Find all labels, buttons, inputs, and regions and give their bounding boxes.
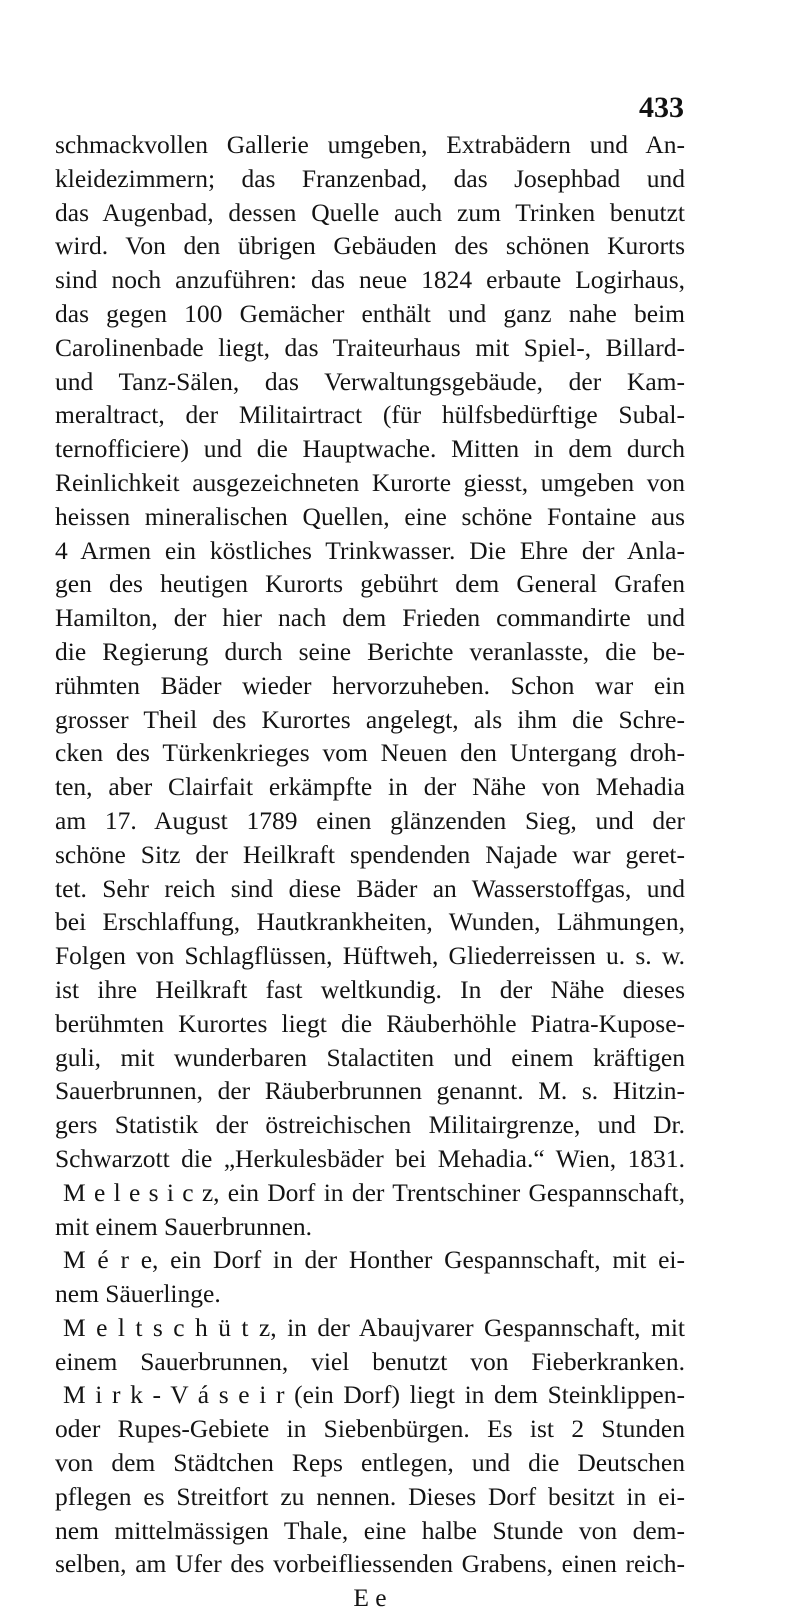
text-line: tet. Sehr reich sind diese Bäder an Wasserstoffgas, und (55, 873, 685, 903)
text-line: Reinlichkeit ausgezeichneten Kurorte giesst, umgeben von (55, 467, 685, 497)
text-line: cken des Türkenkrieges vom Neuen den Untergang droh- (55, 738, 685, 768)
text-line: M e l t s c h ü t z, in der Abaujvarer Gespannschaft, mit (63, 1312, 685, 1342)
text-line: schöne Sitz der Heilkraft spendenden Najade war geret- (55, 839, 685, 869)
text-line: das gegen 100 Gemächer enthält und ganz nahe beim (55, 298, 685, 328)
text-line: nem Säuerlinge. (55, 1279, 221, 1309)
text-line: Carolinenbade liegt, das Traiteurhaus mit Spiel-, Billard- (55, 332, 685, 362)
text-line: pflegen es Streitfort zu nennen. Dieses Dorf besitzt in ei- (55, 1481, 685, 1511)
text-line: ten, aber Clairfait erkämpfte in der Nähe von Mehadia (55, 772, 685, 802)
text-line: M e l e s i c z, ein Dorf in der Trentschiner Gespannschaft, (63, 1177, 685, 1207)
text-line: Sauerbrunnen, der Räuberbrunnen genannt. M. s. Hitzin- (55, 1076, 685, 1106)
text-line: guli, mit wunderbaren Stalactiten und einem kräftigen (55, 1042, 685, 1072)
text-line: M i r k - V á s e i r (ein Dorf) liegt in dem Steinklippen- (63, 1380, 685, 1410)
text-line: mit einem Sauerbrunnen. (55, 1211, 313, 1241)
text-line: oder Rupes-Gebiete in Siebenbürgen. Es ist 2 Stunden (55, 1414, 685, 1444)
text-line: grosser Theil des Kurortes angelegt, als ihm die Schre- (55, 704, 685, 734)
text-line: M é r e, ein Dorf in der Honther Gespannschaft, mit ei- (63, 1245, 685, 1275)
text-line: einem Sauerbrunnen, viel benutzt von Fieberkranken. (55, 1346, 685, 1376)
text-line: das Augenbad, dessen Quelle auch zum Trinken benutzt (55, 197, 685, 227)
text-line: kleidezimmern; das Franzenbad, das Josephbad und (55, 163, 685, 193)
text-line: wird. Von den übrigen Gebäuden des schönen Kurorts (55, 231, 685, 261)
text-line: am 17. August 1789 einen glänzenden Sieg, und der (55, 805, 685, 835)
text-line: schmackvollen Gallerie umgeben, Extrabädern und An- (55, 130, 685, 159)
text-line: gers Statistik der östreichischen Militairgrenze, und Dr. (55, 1110, 685, 1140)
text-line: rühmten Bäder wieder hervorzuheben. Schon war ein (55, 670, 685, 700)
text-line: ist ihre Heilkraft fast weltkundig. In der Nähe dieses (55, 974, 685, 1004)
text-line: meraltract, der Militairtract (für hülfsbedürftige Subal- (55, 400, 685, 430)
text-line: von dem Städtchen Reps entlegen, und die Deutschen (55, 1448, 685, 1478)
text-line: die Regierung durch seine Berichte veranlasste, die be- (55, 636, 685, 666)
text-line: selben, am Ufer des vorbeifliessenden Grabens, einen reich- (55, 1549, 685, 1579)
page-number: 433 (639, 91, 684, 124)
text-line: heissen mineralischen Quellen, eine schöne Fontaine aus (55, 501, 685, 531)
text-line: gen des heutigen Kurorts gebührt dem General Grafen (55, 569, 685, 599)
text-line: und Tanz-Sälen, das Verwaltungsgebäude, der Kam- (55, 366, 685, 396)
text-line: Folgen von Schlagflüssen, Hüftweh, Gliederreissen u. s. w. (55, 941, 685, 971)
text-line: berühmten Kurortes liegt die Räuberhöhle Piatra-Kupose- (55, 1008, 685, 1038)
text-line: 4 Armen ein köstliches Trinkwasser. Die Ehre der Anla- (55, 535, 685, 565)
text-line: nem mittelmässigen Thale, eine halbe Stunde von dem- (55, 1515, 685, 1545)
text-line: ternofficiere) und die Hauptwache. Mitten in dem durch (55, 434, 685, 464)
body-text (55, 128, 685, 1615)
text-line: sind noch anzuführen: das neue 1824 erbaute Logirhaus, (55, 265, 685, 295)
text-line: Schwarzott die „Herkulesbäder bei Mehadia.“ Wien, 1831. (55, 1143, 685, 1173)
text-line: E e (353, 1583, 387, 1613)
text-line: Hamilton, der hier nach dem Frieden commandirte und (55, 603, 685, 633)
text-line: bei Erschlaffung, Hautkrankheiten, Wunden, Lähmungen, (55, 907, 685, 937)
